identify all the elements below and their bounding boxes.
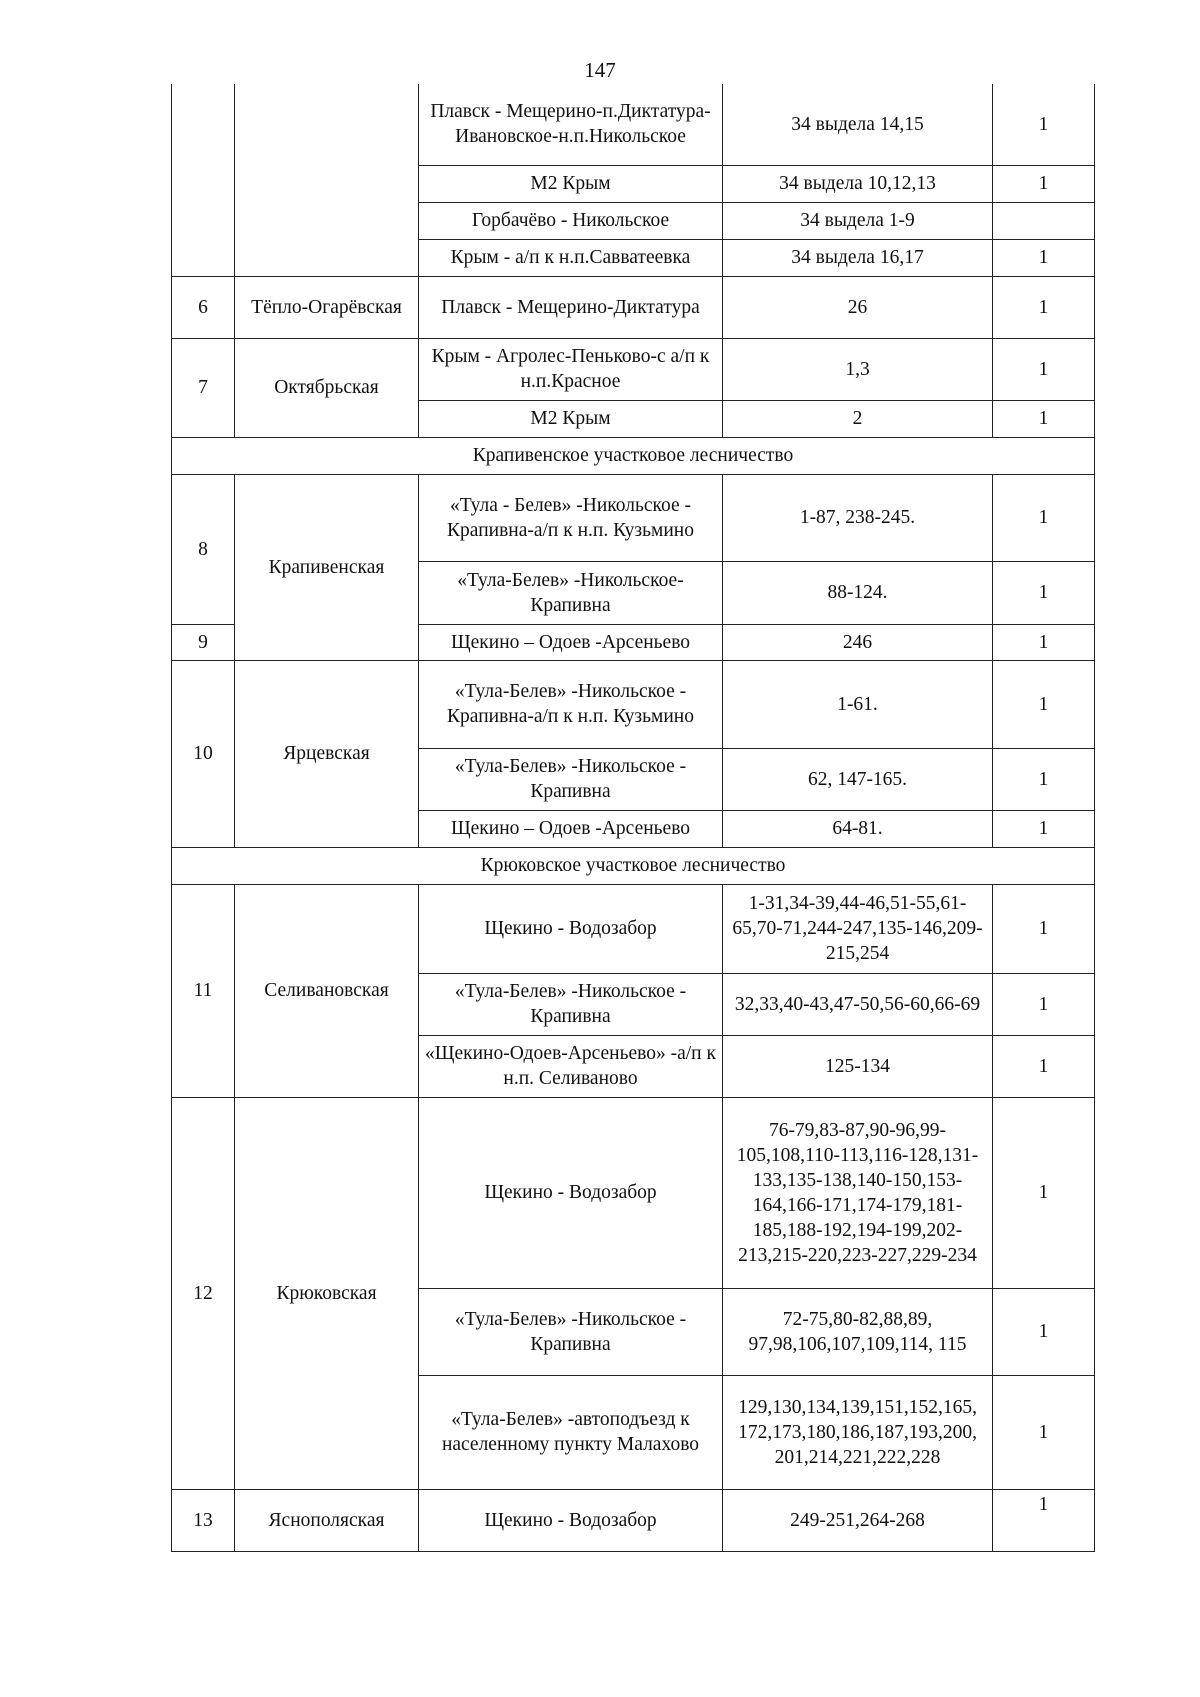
count-cell: 1 (993, 338, 1095, 400)
row-number-cell: 6 (172, 276, 235, 338)
row-number-cell: 13 (172, 1489, 235, 1551)
count-cell: 1 (993, 1035, 1095, 1097)
quarters-cell: 32,33,40-43,47-50,56-60,66-69 (723, 973, 993, 1035)
road-cell: «Тула - Белев» -Никольское - Крапивна-а/п к н.п. Кузьмино (419, 474, 723, 561)
road-cell: Щекино - Водозабор (419, 1489, 723, 1551)
table-row (172, 84, 1095, 165)
road-cell: Крым - Агролес-Пеньково-с а/п к н.п.Красное (419, 338, 723, 400)
row-number-cell: 12 (172, 1097, 235, 1489)
road-cell: Плавск - Мещерино-п.Диктатура-Ивановское-н.п.Никольское (419, 84, 723, 165)
tract-cell: Селивановская (235, 884, 419, 1097)
row-number-cell: 10 (172, 660, 235, 847)
row-number-cell: 9 (172, 624, 235, 660)
quarters-cell: 26 (723, 276, 993, 338)
quarters-cell: 34 выдела 10,12,13 (723, 165, 993, 202)
road-cell: «Тула-Белев» -Никольское - Крапивна-а/п к н.п. Кузьмино (419, 660, 723, 748)
quarters-cell: 88-124. (723, 561, 993, 624)
road-cell: «Тула-Белев» -Никольское-Крапивна (419, 561, 723, 624)
count-cell: 1 (993, 1288, 1095, 1375)
road-cell: «Щекино-Одоев-Арсеньево» -а/п к н.п. Селиваново (419, 1035, 723, 1097)
road-cell: «Тула-Белев» -Никольское - Крапивна (419, 973, 723, 1035)
road-cell: М2 Крым (419, 165, 723, 202)
table-row (172, 884, 1095, 973)
row-number-cell (172, 84, 235, 276)
quarters-cell: 125-134 (723, 1035, 993, 1097)
quarters-cell: 1-31,34-39,44-46,51-55,61-65,70-71,244-247,135-146,209-215,254 (723, 884, 993, 973)
road-cell: «Тула-Белев» -Никольское - Крапивна (419, 748, 723, 810)
count-cell: 1 (993, 884, 1095, 973)
tract-cell: Крюковская (235, 1097, 419, 1489)
road-cell: «Тула-Белев» -Никольское - Крапивна (419, 1288, 723, 1375)
count-cell: 1 (993, 561, 1095, 624)
road-cell: Горбачёво - Никольское (419, 202, 723, 239)
tract-cell: Крапивенская (235, 474, 419, 660)
table-row (172, 338, 1095, 400)
row-number-cell: 7 (172, 338, 235, 437)
tract-cell: Октябрьская (235, 338, 419, 437)
count-cell: 1 (993, 474, 1095, 561)
row-number-cell: 11 (172, 884, 235, 1097)
count-cell: 1 (993, 973, 1095, 1035)
count-cell: 1 (993, 276, 1095, 338)
table-row (172, 1489, 1095, 1551)
road-cell: М2 Крым (419, 400, 723, 437)
table-row (172, 474, 1095, 561)
tract-cell: Яснополяская (235, 1489, 419, 1551)
quarters-cell: 1-87, 238-245. (723, 474, 993, 561)
quarters-cell: 34 выдела 1-9 (723, 202, 993, 239)
road-cell: Плавск - Мещерино-Диктатура (419, 276, 723, 338)
road-cell: Щекино - Водозабор (419, 884, 723, 973)
count-cell: 1 (993, 624, 1095, 660)
section-row (172, 847, 1095, 884)
count-cell: 1 (993, 1375, 1095, 1489)
table-row (172, 276, 1095, 338)
quarters-cell: 34 выдела 14,15 (723, 84, 993, 165)
table-row (172, 660, 1095, 748)
count-cell: 1 (993, 239, 1095, 276)
section-heading: Крюковское участковое лесничество (172, 847, 1095, 884)
count-cell: 1 (993, 1489, 1095, 1551)
tract-cell: Тёпло-Огарёвская (235, 276, 419, 338)
count-cell: 1 (993, 400, 1095, 437)
count-cell: 1 (993, 84, 1095, 165)
count-cell (993, 202, 1095, 239)
tract-cell (235, 84, 419, 276)
road-cell: «Тула-Белев» -автоподъезд к населенному пункту Малахово (419, 1375, 723, 1489)
section-row (172, 437, 1095, 474)
forest-roads-table (171, 84, 1095, 1552)
table-row (172, 1097, 1095, 1288)
quarters-cell: 34 выдела 16,17 (723, 239, 993, 276)
quarters-cell: 249-251,264-268 (723, 1489, 993, 1551)
quarters-cell: 2 (723, 400, 993, 437)
quarters-cell: 246 (723, 624, 993, 660)
count-cell: 1 (993, 748, 1095, 810)
count-cell: 1 (993, 660, 1095, 748)
quarters-cell: 62, 147-165. (723, 748, 993, 810)
section-heading: Крапивенское участковое лесничество (172, 437, 1095, 474)
quarters-cell: 64-81. (723, 810, 993, 847)
quarters-cell: 1,3 (723, 338, 993, 400)
road-cell: Щекино - Водозабор (419, 1097, 723, 1288)
count-cell: 1 (993, 1097, 1095, 1288)
count-cell: 1 (993, 165, 1095, 202)
road-cell: Крым - а/п к н.п.Савватеевка (419, 239, 723, 276)
quarters-cell: 129,130,134,139,151,152,165, 172,173,180,186,187,193,200, 201,214,221,222,228 (723, 1375, 993, 1489)
road-cell: Щекино – Одоев -Арсеньево (419, 624, 723, 660)
quarters-cell: 1-61. (723, 660, 993, 748)
road-cell: Щекино – Одоев -Арсеньево (419, 810, 723, 847)
quarters-cell: 72-75,80-82,88,89, 97,98,106,107,109,114, 115 (723, 1288, 993, 1375)
tract-cell: Ярцевская (235, 660, 419, 847)
row-number-cell: 8 (172, 474, 235, 624)
page-number: 147 (584, 58, 616, 82)
quarters-cell: 76-79,83-87,90-96,99-105,108,110-113,116-128,131-133,135-138,140-150,153-164,166-171,174-179,181-185,188-192,194-199,202-213,215-220,223-227,229-234 (723, 1097, 993, 1288)
count-cell: 1 (993, 810, 1095, 847)
